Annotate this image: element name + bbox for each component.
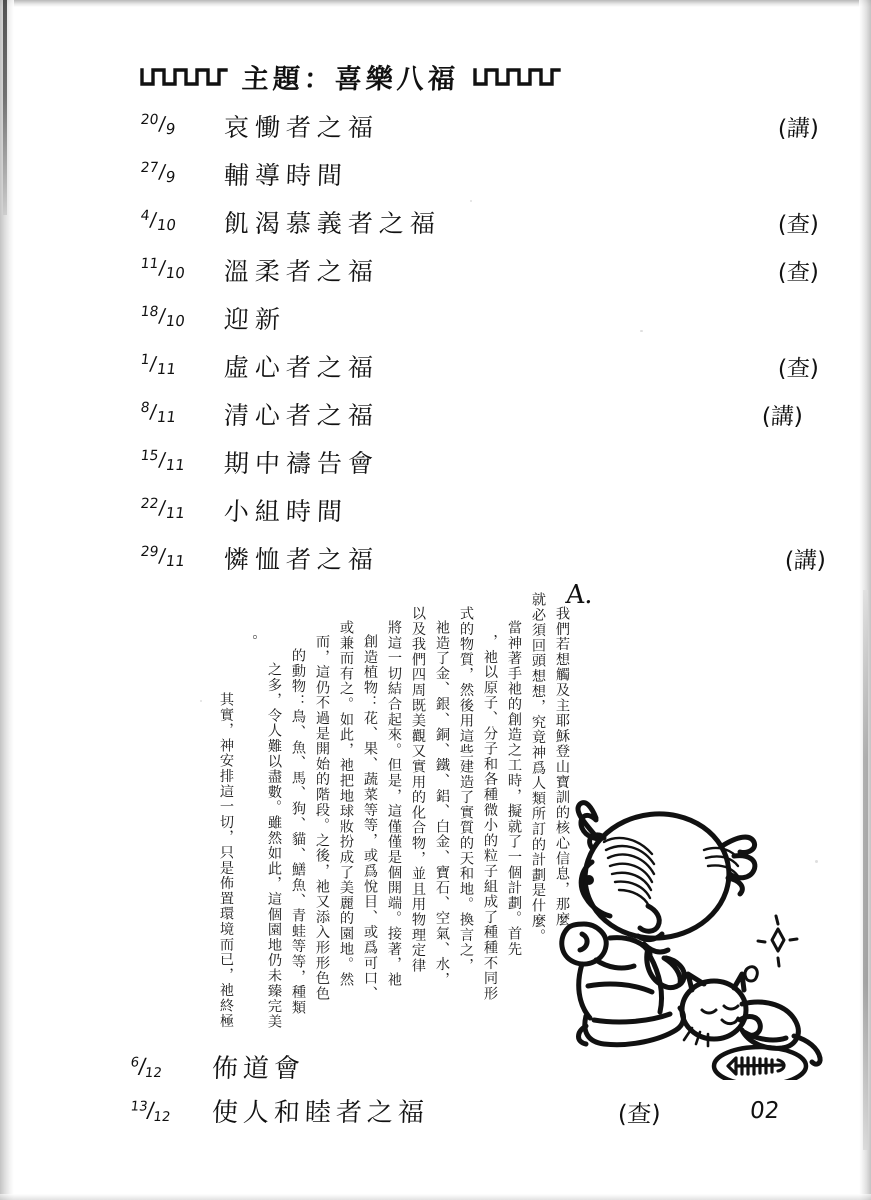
schedule-row bbox=[140, 444, 780, 492]
scan-edge-top bbox=[0, 0, 871, 7]
schedule-row bbox=[139, 396, 804, 444]
schedule-date: $^{11}/_{10}$ bbox=[139, 256, 186, 282]
schedule-date: $^4/_{10}$ bbox=[139, 208, 178, 234]
article-vertical-text bbox=[176, 592, 572, 1032]
bottom-schedule-date: $^{13}/_{12}$ bbox=[129, 1098, 172, 1126]
schedule-note: (查) bbox=[777, 212, 820, 238]
article-column: ，祂以原子、分子和各種微小的粒子組成了種種不同形 bbox=[482, 634, 498, 1002]
schedule-row bbox=[140, 300, 780, 348]
line-art-drawing bbox=[552, 788, 852, 1080]
schedule-row bbox=[140, 492, 780, 540]
schedule-date: $^{29}/_{11}$ bbox=[139, 544, 186, 570]
article-column: 或兼而有之。如此，祂把地球妝扮成了美麗的園地。然 bbox=[338, 620, 354, 988]
scan-edge-bottom bbox=[0, 1194, 871, 1200]
zigzag-decoration-right-icon bbox=[473, 66, 561, 88]
zigzag-decoration-left-icon bbox=[140, 66, 228, 88]
schedule-date: $^{15}/_{11}$ bbox=[139, 448, 186, 474]
bottom-schedule-row bbox=[130, 1096, 850, 1140]
schedule-date: $^{20}/_9$ bbox=[139, 112, 177, 138]
article-column: 。 bbox=[242, 634, 258, 650]
scan-edge-right-dark-band bbox=[863, 590, 868, 1150]
schedule-date: $^{18}/_{10}$ bbox=[139, 304, 186, 330]
article-column: 之多，令人難以盡數。雖然如此，這個園地仍未臻完美 bbox=[266, 662, 282, 1030]
schedule-note: (講) bbox=[784, 548, 827, 574]
article-column: 而，這仍不過是開始的階段。之後，祂又添入形形色色 bbox=[314, 634, 330, 1002]
schedule-title: 期中禱告會 bbox=[223, 449, 380, 478]
bottom-schedule-date: $^6/_{12}$ bbox=[129, 1054, 163, 1082]
page-number: 02 bbox=[748, 1098, 781, 1124]
article-column: 創造植物：花、果、蔬菜等等，或爲悅目、或爲可口、 bbox=[362, 634, 378, 1002]
schedule-note: (講) bbox=[777, 116, 820, 142]
article-column: 當神著手祂的創造之工時，擬就了一個計劃。首先 bbox=[506, 620, 522, 957]
schedule-title: 哀慟者之福 bbox=[223, 113, 380, 142]
schedule-row bbox=[140, 156, 780, 204]
schedule-title: 小組時間 bbox=[223, 497, 349, 526]
schedule-title: 憐恤者之福 bbox=[223, 545, 380, 574]
schedule-date: $^1/_{11}$ bbox=[139, 352, 178, 378]
schedule-date: $^{27}/_9$ bbox=[139, 160, 177, 186]
schedule-note: (講) bbox=[761, 404, 804, 430]
bottom-schedule-title: 佈道會 bbox=[211, 1054, 306, 1084]
schedule-row bbox=[139, 204, 820, 252]
schedule-date: $^8/_{11}$ bbox=[139, 400, 178, 426]
page-title: 主題：喜樂八福 bbox=[241, 64, 460, 95]
schedule-title: 溫柔者之福 bbox=[223, 257, 380, 286]
schedule-title: 虛心者之福 bbox=[223, 353, 380, 382]
article-column: 以及我們四周既美觀又實用的化合物，並且用物理定律 bbox=[410, 606, 426, 974]
article-column: 的動物：鳥、魚、馬、狗、貓、鱔魚、青蛙等等，種類 bbox=[290, 648, 306, 1016]
page-title-row bbox=[140, 57, 561, 96]
article-column: 式的物質，然後用這些建造了實質的天和地。換言之， bbox=[458, 606, 474, 974]
bottom-schedule-list bbox=[130, 1052, 850, 1140]
article-column: 就必須回頭想想，究竟神爲人類所訂的計劃是什麼。 bbox=[530, 592, 546, 944]
article-column: 其實，神安排這一切，只是佈置環境而已，祂終極 bbox=[218, 692, 234, 1029]
schedule-title: 飢渴慕義者之福 bbox=[223, 209, 442, 238]
schedule-title: 輔導時間 bbox=[223, 161, 349, 190]
schedule-row bbox=[139, 348, 820, 396]
section-marker-a: A. bbox=[564, 580, 595, 610]
schedule-note: (查) bbox=[777, 356, 820, 382]
schedule-note: (查) bbox=[777, 260, 820, 286]
schedule-date: $^{22}/_{11}$ bbox=[139, 496, 186, 522]
schedule-row bbox=[139, 540, 827, 588]
schedule-row bbox=[139, 108, 820, 156]
article-column: 將這一切結合起來。但是，這僅僅是個開端。接著，祂 bbox=[386, 620, 402, 988]
scan-edge-left-dark-band bbox=[3, 0, 7, 215]
bottom-schedule-row bbox=[130, 1052, 850, 1096]
schedule-row bbox=[139, 252, 820, 300]
bottom-schedule-note: (查) bbox=[617, 1100, 662, 1128]
schedule-list bbox=[139, 108, 827, 588]
bottom-schedule-title: 使人和睦者之福 bbox=[211, 1098, 430, 1128]
illustration-praying-girl-with-cat bbox=[552, 788, 852, 1080]
schedule-title: 清心者之福 bbox=[223, 401, 380, 430]
schedule-title: 迎新 bbox=[223, 305, 287, 334]
article-column: 祂造了金、銀、銅、鐵、鋁、白金、寶石、空氣、水， bbox=[434, 620, 450, 988]
article-column: 我們若想觸及主耶穌登山寶訓的核心信息，那麼， bbox=[554, 606, 570, 943]
